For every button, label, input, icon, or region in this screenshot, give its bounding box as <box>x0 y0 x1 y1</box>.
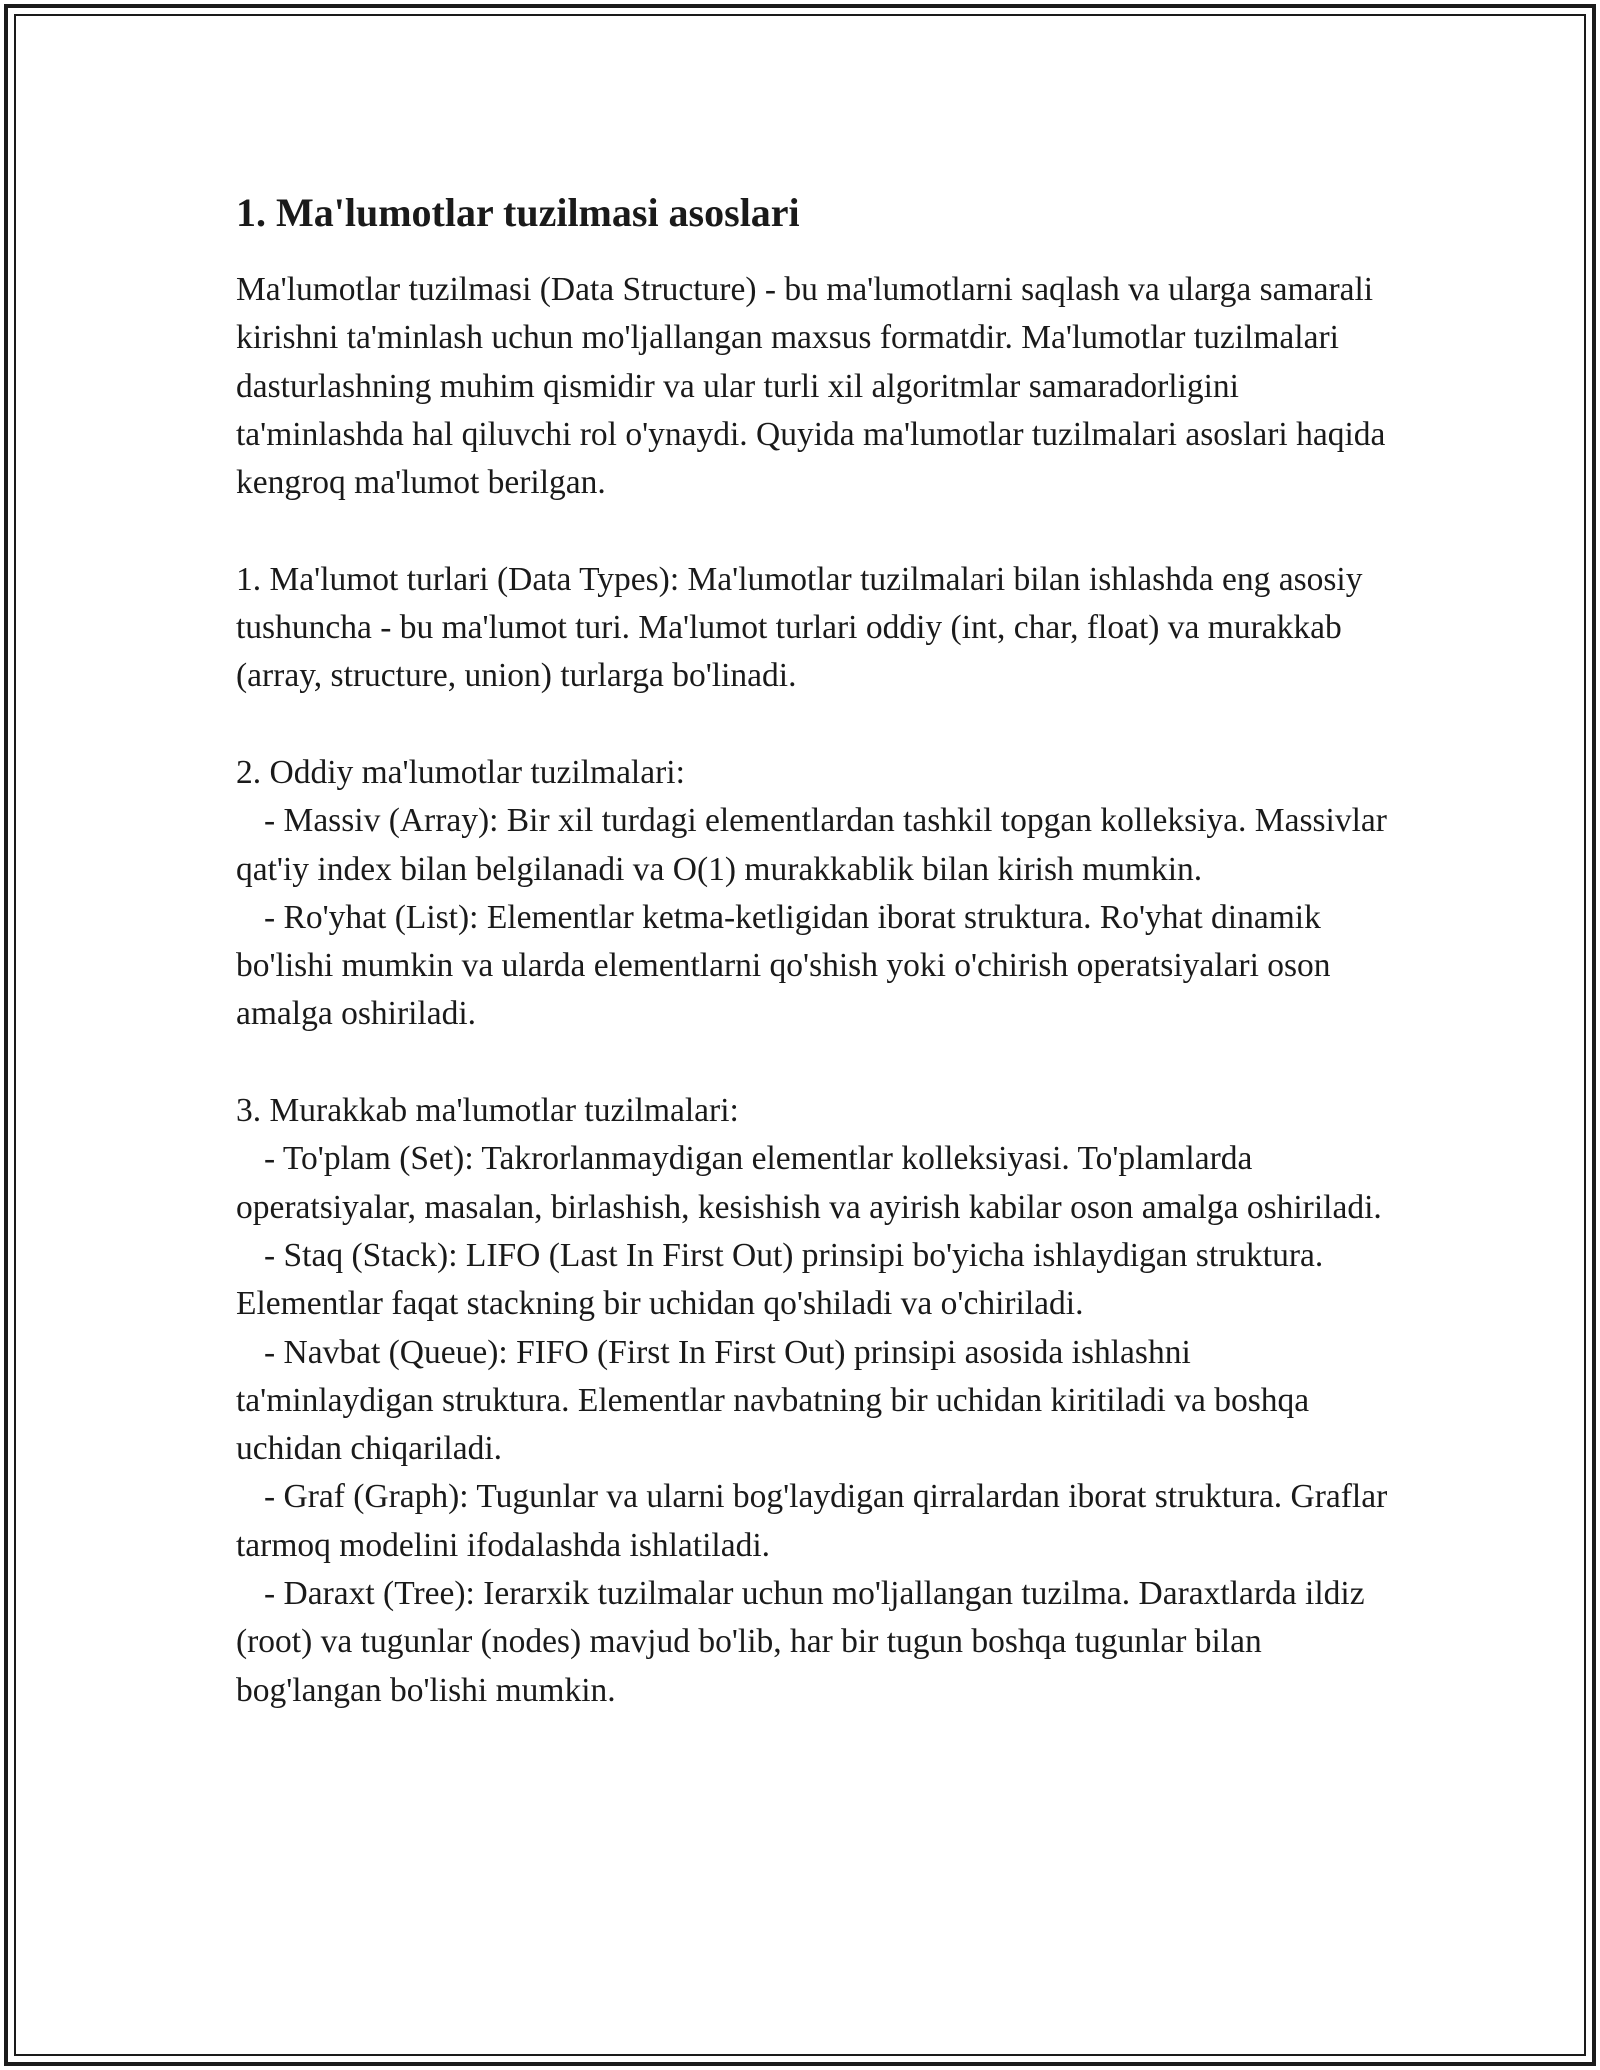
section-complex-structures-heading: 3. Murakkab ma'lumotlar tuzilmalari: <box>236 1092 739 1130</box>
list-item-list <box>236 894 1396 1039</box>
paragraph-gap <box>236 1039 1396 1087</box>
list-item-graph <box>236 1473 1396 1570</box>
list-item-set <box>236 1135 1396 1232</box>
paragraph-gap <box>236 507 1396 555</box>
list-item-text: - Ro'yhat (List): Elementlar ketma-ketligidan iborat struktura. Ro'yhat dinamik bo'lishi mumkin va ularda elementlarni qo'shish yoki o'chirish operatsiyalari oson amalga oshiriladi. <box>236 898 1331 1033</box>
section-data-types: 1. Ma'lumot turlari (Data Types): Ma'lumotlar tuzilmalari bilan ishlashda eng asosiy tushuncha - bu ma'lumot turi. Ma'lumot turlari oddiy (int, char, float) va murakkab (array, structure, union) turlarga bo'linadi. <box>236 560 1363 695</box>
section-simple-structures-heading: 2. Oddiy ma'lumotlar tuzilmalari: <box>236 753 685 791</box>
list-item-text: - Navbat (Queue): FIFO (First In First Out) prinsipi asosida ishlashni ta'minlaydigan struktura. Elementlar navbatning bir uchidan kiritiladi va boshqa uchidan chiqariladi. <box>236 1333 1310 1468</box>
intro-paragraph: Ma'lumotlar tuzilmasi (Data Structure) - bu ma'lumotlarni saqlash va ularga samarali kirishni ta'minlash uchun mo'ljallangan maxsus formatdir. Ma'lumotlar tuzilmalari dasturlashning muhim qismidir va ular turli xil algoritmlar samaradorligini ta'minlashda hal qiluvchi rol o'ynaydi. Quyida ma'lumotlar tuzilmalari asoslari haqida kengroq ma'lumot berilgan. <box>236 271 1386 502</box>
list-item-text: - Massiv (Array): Bir xil turdagi elementlardan tashkil topgan kolleksiya. Massivlar qat'iy index bilan belgilanadi va O(1) murakkablik bilan kirish mumkin. <box>236 802 1387 888</box>
paragraph-gap <box>236 701 1396 749</box>
document-body <box>236 186 1396 1715</box>
list-item-queue <box>236 1329 1396 1474</box>
list-item-stack <box>236 1232 1396 1329</box>
list-item-text: - Daraxt (Tree): Ierarxik tuzilmalar uchun mo'ljallangan tuzilma. Daraxtlarda ildiz (root) va tugunlar (nodes) mavjud bo'lib, har bir tugun boshqa tugunlar bilan bog'langan bo'lishi mumkin. <box>236 1575 1365 1709</box>
list-item-text: - Graf (Graph): Tugunlar va ularni bog'laydigan qirralardan iborat struktura. Graflar tarmoq modelini ifodalashda ishlatiladi. <box>236 1478 1388 1564</box>
page-title: 1. Ma'lumotlar tuzilmasi asoslari <box>236 190 800 235</box>
list-item-text: - Staq (Stack): LIFO (Last In First Out) prinsipi bo'yicha ishlaydigan struktura. Elementlar faqat stackning bir uchidan qo'shiladi va o'chiriladi. <box>236 1236 1324 1323</box>
list-item-array <box>236 797 1396 894</box>
list-item-text: - To'plam (Set): Takrorlanmaydigan elementlar kolleksiyasi. To'plamlarda operatsiyalar, masalan, birlashish, kesishish va ayirish kabilar oson amalga oshiriladi. <box>236 1140 1382 1226</box>
list-item-tree <box>236 1570 1396 1715</box>
